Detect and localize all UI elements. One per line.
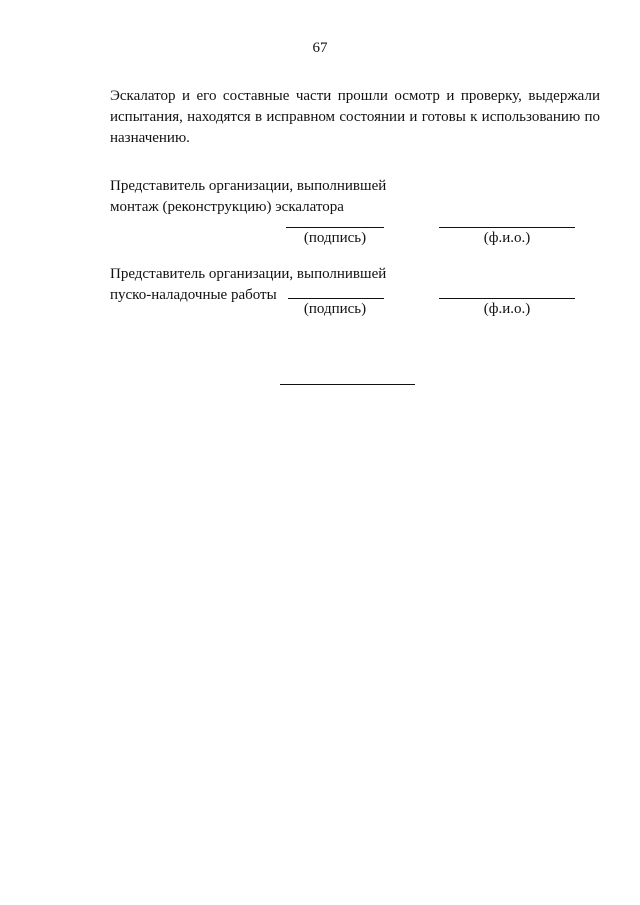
- commissioning-name-caption: (ф.и.о.): [483, 301, 531, 317]
- commissioning-signature-caption: (подпись): [303, 301, 367, 317]
- commissioning-name-line: [439, 298, 575, 299]
- inspection-statement: Эскалатор и его составные части прошли осмотр и проверку, выдержали испытания, находятся в исправном состоянии и готовы к использованию по назначению.: [110, 88, 600, 146]
- commissioning-signature-line: [288, 298, 384, 299]
- closing-separator-line: [280, 384, 415, 385]
- installation-signature-caption: (подпись): [303, 230, 367, 246]
- representative-commissioning-line2: пуско-наладочные работы: [110, 287, 277, 303]
- page-number: 67: [312, 40, 328, 56]
- representative-commissioning-line1: Представитель организации, выполнившей: [110, 266, 387, 282]
- installation-name-line: [439, 227, 575, 228]
- installation-name-caption: (ф.и.о.): [483, 230, 531, 246]
- representative-installation-line2: монтаж (реконструкцию) эскалатора: [110, 199, 344, 215]
- installation-signature-line: [286, 227, 384, 228]
- representative-installation-line1: Представитель организации, выполнившей: [110, 178, 387, 194]
